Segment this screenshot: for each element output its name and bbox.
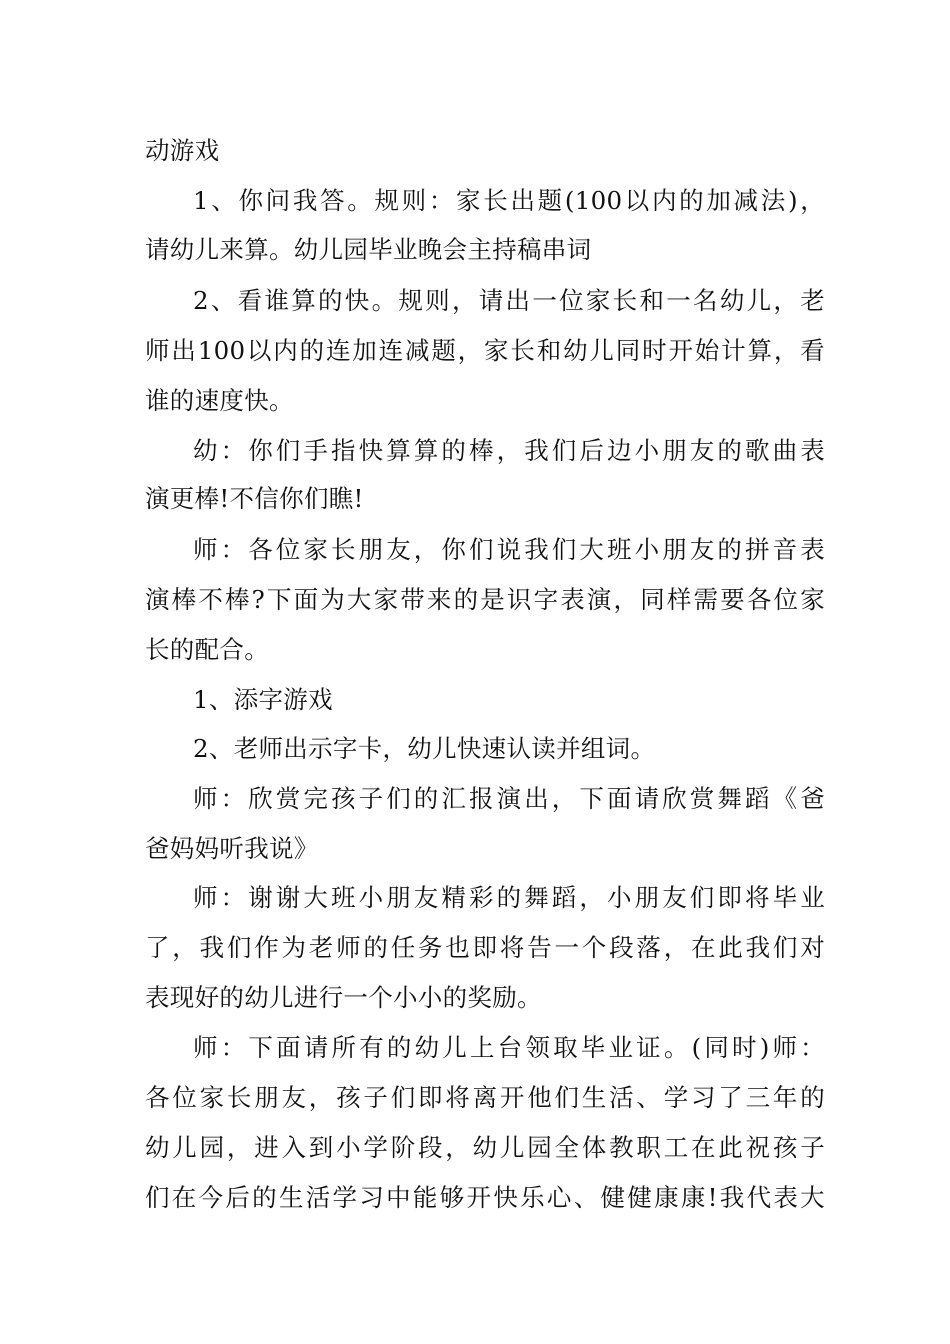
text-line: 演更棒!不信你们瞧!	[145, 484, 364, 513]
text-line: 表现好的幼儿进行一个小小的奖励。	[145, 983, 542, 1012]
text-line: 师：谢谢大班小朋友精彩的舞蹈，小朋友们即将毕业	[193, 883, 825, 912]
text-line: 师出100以内的连加连减题，家长和幼儿同时开始计算，看	[145, 336, 825, 365]
text-line: 请幼儿来算。幼儿园毕业晚会主持稿串词	[145, 235, 592, 264]
text-line: 1、你问我答。规则：家长出题(100以内的加减法)，	[193, 186, 825, 215]
text-line: 动游戏	[145, 136, 220, 165]
text-line: 幼儿园，进入到小学阶段，幼儿园全体教职工在此祝孩子	[145, 1133, 825, 1162]
text-line: 师：下面请所有的幼儿上台领取毕业证。(同时)师：	[193, 1033, 825, 1062]
text-line: 师：欣赏完孩子们的汇报演出，下面请欣赏舞蹈《爸	[193, 784, 825, 813]
text-line: 师：各位家长朋友，你们说我们大班小朋友的拼音表	[193, 535, 825, 564]
text-line: 演棒不棒?下面为大家带来的是识字表演，同样需要各位家	[145, 585, 825, 614]
text-line: 长的配合。	[145, 635, 269, 664]
text-line: 2、看谁算的快。规则，请出一位家长和一名幼儿，老	[193, 286, 825, 315]
text-line: 了，我们作为老师的任务也即将告一个段落，在此我们对	[145, 933, 825, 962]
text-line: 幼：你们手指快算算的棒，我们后边小朋友的歌曲表	[193, 436, 825, 465]
text-line: 谁的速度快。	[145, 386, 294, 415]
text-line: 们在今后的生活学习中能够开快乐心、健健康康!我代表大	[145, 1183, 825, 1212]
text-line: 2、老师出示字卡，幼儿快速认读并组词。	[193, 734, 656, 763]
text-line: 各位家长朋友，孩子们即将离开他们生活、学习了三年的	[145, 1083, 825, 1112]
text-line: 1、添字游戏	[193, 685, 333, 714]
text-line: 爸妈妈听我说》	[145, 834, 319, 863]
